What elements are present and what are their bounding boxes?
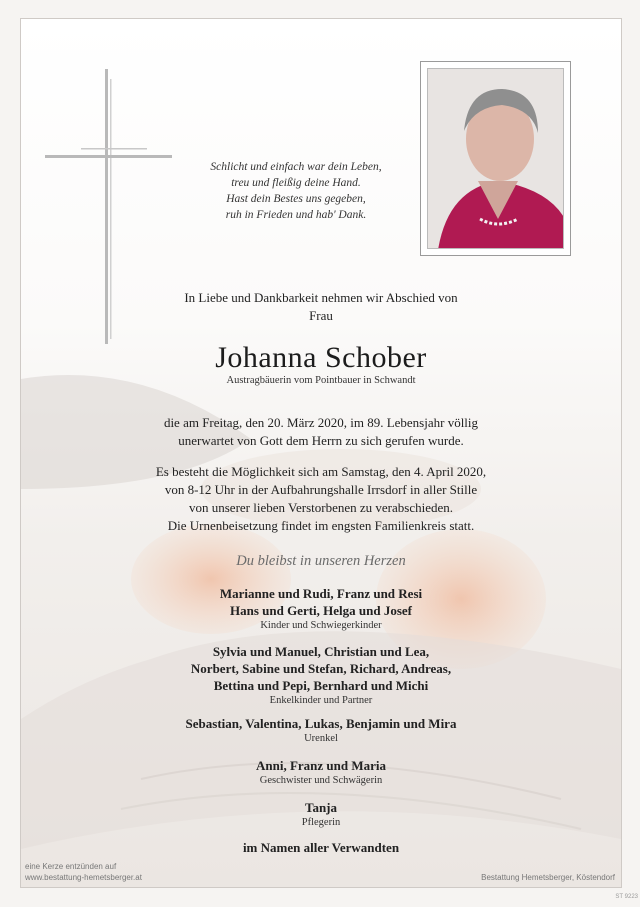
mourner-names: Anni, Franz und Maria	[255, 758, 386, 773]
mourner-role: Pflegerin	[301, 817, 341, 828]
poem-line: ruh in Frieden und hab' Dank.	[225, 209, 367, 221]
mourner-group-caregiver	[21, 799, 621, 829]
mourner-role: Kinder und Schwiegerkinder	[260, 620, 382, 631]
paragraph-line: unerwartet von Gott dem Herrn zu sich gerufen wurde.	[178, 433, 464, 448]
mourner-names: Hans und Gerti, Helga und Josef	[229, 603, 413, 618]
mourner-group-great-grandchildren	[21, 715, 621, 745]
intro-text	[21, 289, 621, 325]
mourner-names: im Namen aller Verwandten	[242, 840, 400, 855]
death-paragraph	[81, 414, 561, 450]
mourner-group-children	[21, 585, 621, 632]
mourner-names: Marianne und Rudi, Franz und Resi	[219, 586, 423, 601]
intro-line: Frau	[309, 308, 333, 323]
poem-line: treu und fleißig deine Hand.	[231, 177, 361, 189]
poem-line: Schlicht und einfach war dein Leben,	[210, 161, 382, 173]
farewell-paragraph	[81, 463, 561, 535]
mourner-group-relatives	[21, 839, 621, 856]
footer-candle-link[interactable]	[25, 861, 142, 883]
mourner-names: Sylvia und Manuel, Christian und Lea,	[212, 644, 430, 659]
funeral-company: Bestattung Hemetsberger, Köstendorf	[481, 873, 615, 882]
paragraph-line: Die Urnenbeisetzung findet im engsten Familienkreis statt.	[167, 518, 475, 533]
mourner-names: Tanja	[304, 800, 338, 815]
parte-sheet	[20, 18, 622, 888]
document-code: ST 9223	[615, 894, 638, 900]
mourner-role: Enkelkinder und Partner	[269, 695, 373, 706]
poem	[171, 159, 421, 223]
poem-line: Hast dein Bestes uns gegeben,	[226, 193, 366, 205]
portrait-photo	[427, 68, 564, 249]
mourner-group-grandchildren	[21, 643, 621, 707]
paragraph-line: Es besteht die Möglichkeit sich am Samstag, den 4. April 2020,	[155, 464, 487, 479]
mourner-names: Bettina und Pepi, Bernhard und Michi	[213, 678, 429, 693]
mourner-role: Geschwister und Schwägerin	[259, 775, 383, 786]
paragraph-line: von 8-12 Uhr in der Aufbahrungshalle Irrsdorf in aller Stille	[164, 482, 478, 497]
candle-text: eine Kerze entzünden auf	[25, 862, 117, 871]
deceased-name: Johanna Schober	[215, 341, 427, 374]
motto: Du bleibst in unseren Herzen	[236, 553, 406, 569]
deceased-subtitle: Austragbäuerin vom Pointbauer in Schwandt	[226, 375, 416, 386]
portrait-frame	[420, 61, 571, 256]
mourner-role: Urenkel	[304, 733, 338, 744]
mourner-group-siblings	[21, 757, 621, 787]
website-link[interactable]: www.bestattung-hemetsberger.at	[25, 873, 142, 882]
mourner-names: Norbert, Sabine und Stefan, Richard, Andreas,	[190, 661, 452, 676]
mourner-names: Sebastian, Valentina, Lukas, Benjamin und Mira	[185, 716, 457, 731]
paragraph-line: von unserer lieben Verstorbenen zu verabschieden.	[189, 500, 453, 515]
intro-line: In Liebe und Dankbarkeit nehmen wir Abschied von	[184, 290, 458, 305]
paragraph-line: die am Freitag, den 20. März 2020, im 89. Lebensjahr völlig	[163, 415, 479, 430]
